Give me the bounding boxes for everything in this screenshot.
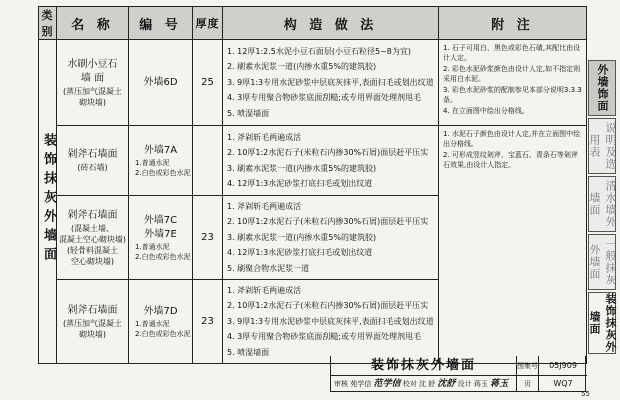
step: 2. 10厚1:2水泥石子(米粒石内掺30%石屑)面层赶平压实 [227, 148, 429, 157]
step: 5. 喷湿墙面 [227, 108, 270, 118]
name-cell [57, 196, 129, 280]
code-value: 外墙6D [143, 76, 178, 88]
category-label: 装饰抹灰外墙面 [41, 133, 56, 266]
code-note: 2.白色或彩色水泥 [135, 252, 191, 261]
name-sub: 混凝土空心砌块墙) [58, 234, 127, 244]
thickness-cell: 25 [193, 40, 223, 126]
reviewer-label: 审核 苑学信 [334, 380, 372, 388]
steps-cell [223, 196, 439, 280]
name-line: 墙 面 [80, 72, 105, 84]
header-thickness: 厚度 [193, 7, 223, 40]
tab-label: 清水墙外墙面 [588, 180, 617, 228]
table-row [39, 126, 587, 196]
step: 3. 刷素水泥浆一道(内掺水重5%的建筑胶) [227, 232, 377, 242]
header-code: 编 号 [129, 7, 193, 40]
step: 1. 12厚1:2.5水泥小豆石面层(小豆石粒径5~8为宜) [227, 46, 411, 56]
thickness-cell: 23 [193, 196, 223, 280]
tab-label: 一般抹灰外墙面 [588, 238, 617, 286]
steps-cell [223, 40, 439, 126]
page-number: 55 [581, 390, 590, 398]
note: 2. 可形成竖纹剁斧、宝蓝石、青条石等剁斧石效果,由设计人指定。 [443, 151, 578, 169]
step: 4. 3厚专用聚合物砂浆底面刮糙;或专用界面处理剂甩毛 [227, 332, 421, 342]
name-sub: (轻骨料混凝土 [66, 245, 119, 255]
table-row [39, 40, 587, 126]
code-value: 外墙7C [143, 214, 178, 226]
tab-label: 说明及选用表 [588, 122, 617, 170]
header-category: 类别 [39, 7, 57, 40]
note: 4. 在立面图中绘出分格线。 [443, 107, 529, 115]
step: 5. 喷湿墙面 [227, 347, 270, 357]
code-cell [129, 126, 193, 196]
tab-exterior-finish[interactable] [588, 60, 616, 116]
step: 5. 刷聚合物水泥浆一道 [227, 263, 310, 273]
atlas-number: 05J909 [539, 356, 587, 376]
header-notes: 附 注 [439, 7, 587, 40]
category-cell [39, 40, 57, 364]
drawing-title: 装饰抹灰外墙面 [331, 356, 517, 376]
notes-cell [439, 40, 587, 126]
code-cell [129, 280, 193, 364]
note: 2. 彩色水泥砂浆颜色由设计人定,如不指定则采用白水泥。 [443, 65, 581, 83]
sheet-number: WQ7 [553, 379, 573, 388]
name-sub: (蒸压加气混凝土 [62, 86, 123, 96]
reviewer-signature: 范学信 [373, 379, 401, 389]
name-line: 剁斧石墙面 [67, 304, 118, 316]
name-sub: 砌块墙) [78, 329, 107, 339]
code-note: 2.白色或彩色水泥 [135, 329, 191, 338]
step: 1. 斧剁斩毛两遍成活 [227, 285, 302, 295]
designer-label: 设计 蒋玉 [457, 380, 488, 388]
note: 1. 石子可用白、黑色或彩色石碴,其配比由设计人定。 [443, 44, 581, 62]
title-block [330, 356, 586, 392]
step: 1. 斧剁斩毛两遍成活 [227, 132, 302, 142]
tab-general-plaster[interactable] [588, 234, 616, 290]
step: 4. 3厚专用聚合物砂浆底面刮糙;或专用界面处理剂甩毛 [227, 93, 421, 103]
note: 1. 水泥石子颜色由设计人定,并在立面图中绘出分格线。 [443, 130, 581, 148]
step: 3. 9厚1:3专用水泥砂浆中层底灰抹平,表面扫毛或划出纹道 [227, 316, 434, 326]
page-label: 页 [517, 376, 539, 392]
code-note: 2.白色或彩色水泥 [135, 168, 191, 177]
name-sub: (砖石墙) [77, 163, 108, 172]
name-sub: 空心砌块墙) [70, 256, 115, 266]
tab-label: 外墙饰面 [596, 64, 609, 112]
construction-table [38, 6, 587, 364]
notes-cell [439, 126, 587, 364]
header-row [39, 7, 587, 40]
code-value: 外墙7D [143, 305, 178, 317]
name-cell [57, 280, 129, 364]
thickness-cell [193, 126, 223, 196]
code-note: 1.普通水泥 [135, 242, 170, 251]
tab-description[interactable] [588, 118, 616, 174]
atlas-label: 图集号 [517, 356, 539, 376]
step: 4. 12厚1:3水泥砂浆打底扫毛或划出纹道 [227, 179, 373, 188]
steps-cell [223, 280, 439, 364]
header-name: 名 称 [57, 7, 129, 40]
step: 4. 12厚1:3水泥砂浆打底扫毛或划出纹道 [227, 248, 373, 258]
step: 3. 9厚1:3专用水泥砂浆中层底灰抹平,表面扫毛或划出纹道 [227, 77, 434, 87]
code-cell [129, 40, 193, 126]
signature-row [331, 376, 517, 392]
tab-fair-faced-wall[interactable] [588, 176, 616, 232]
name-sub: 砌块墙) [78, 97, 107, 107]
step: 2. 10厚1:2水泥石子(米粒石内掺30%石屑)面层赶平压实 [227, 301, 429, 311]
steps-cell [223, 126, 439, 196]
code-value-2: 外墙7E [144, 228, 177, 240]
name-line: 水刷小豆石 [67, 58, 118, 70]
name-line: 剁斧石墙面 [67, 149, 118, 160]
tab-label: 装饰抹灰外墙面 [588, 293, 617, 353]
code-value: 外墙7A [143, 144, 178, 156]
name-sub: (混凝土墙、 [70, 223, 115, 233]
name-cell [57, 126, 129, 196]
designer-signature: 蒋玉 [490, 379, 509, 389]
step: 3. 刷素水泥浆一道(内掺水重5%的建筑胶) [227, 163, 377, 173]
header-method: 构 造 做 法 [223, 7, 439, 40]
checker-label: 校对 沈 舒 [402, 380, 436, 388]
step: 2. 刷素水泥浆一道(内掺水重5%的建筑胶) [227, 62, 377, 72]
step: 1. 斧剁斩毛两遍成活 [227, 201, 302, 211]
thickness-cell: 23 [193, 280, 223, 364]
tab-decorative-plaster[interactable] [588, 292, 616, 354]
code-note: 1.普通水泥 [135, 158, 170, 167]
checker-signature: 沈舒 [437, 379, 456, 389]
note: 3. 彩色水泥砂浆的配制参见本部分说明3.3.3条。 [443, 86, 582, 104]
name-cell [57, 40, 129, 126]
name-sub: (蒸压加气混凝土 [62, 318, 123, 328]
step: 2. 10厚1:2水泥石子(米粒石内掺30%石屑)面层赶平压实 [227, 217, 429, 227]
code-note: 1.普通水泥 [135, 319, 170, 328]
code-cell [129, 196, 193, 280]
name-line: 剁斧石墙面 [67, 209, 118, 221]
